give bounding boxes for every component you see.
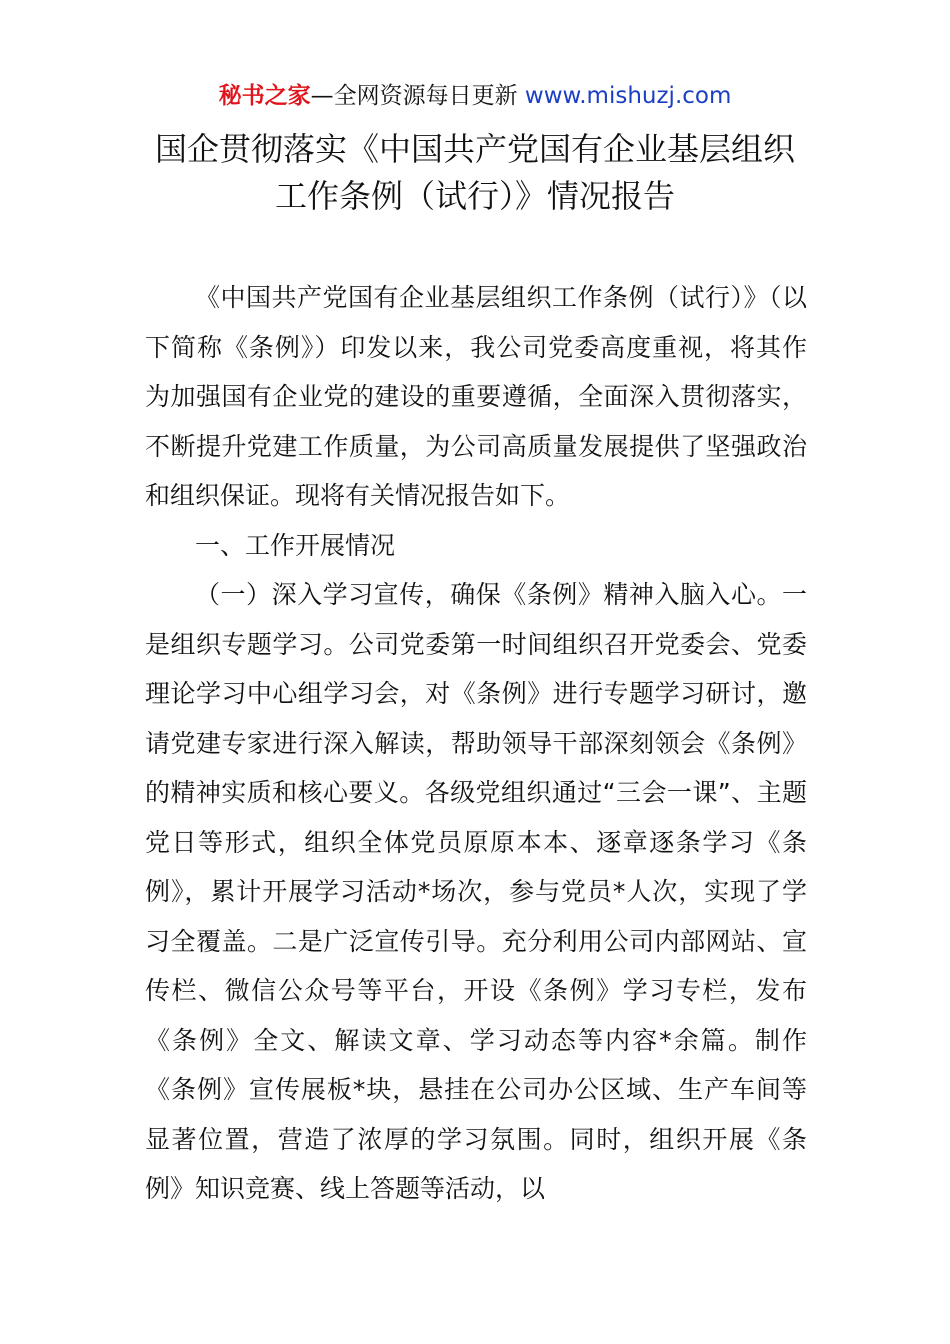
body-paragraph: （一）深入学习宣传，确保《条例》精神入脑入心。一是组织专题学习。公司党委第一时间组织召开党委会、党委理论学习中心组学习会，对《条例》进行专题学习研讨，邀请党建专家进行深入解读，帮助领导干部深刻领会《条例》的精神实质和核心要义。各级党组织通过“三会一课”、主题党日等形式，组织全体党员原原本本、逐章逐条学习《条例》，累计开展学习活动*场次，参与党员*人次，实现了学习全覆盖。二是广泛宣传引导。充分利用公司内部网站、宣传栏、微信公众号等平台，开设《条例》学习专栏，发布《条例》全文、解读文章、学习动态等内容*余篇。制作《条例》宣传展板*块，悬挂在公司办公区域、生产车间等显著位置，营造了浓厚的学习氛围。同时，组织开展《条例》知识竞赛、线上答题等活动，以 (145, 580, 807, 1203)
title-line-2: 工作条例（试行）》情况报告 (274, 177, 675, 215)
intro-paragraph: 《中国共产党国有企业基层组织工作条例（试行）》（以下简称《条例》）印发以来，我公司党委高度重视，将其作为加强国有企业党的建设的重要遵循，全面深入贯彻落实，不断提升党建工作质量，为公司高质量发展提供了坚强政治和组织保证。现将有关情况报告如下。 (145, 283, 807, 510)
site-brand: 秘书之家 (218, 83, 311, 109)
section-heading: 一、工作开展情况 (195, 530, 396, 560)
title-line-1: 国企贯彻落实《中国共产党国有企业基层组织 (154, 130, 795, 168)
site-url-link[interactable]: www.mishuzj.com (524, 83, 732, 109)
site-header (0, 80, 950, 112)
site-tagline: —全网资源每日更新 (310, 83, 525, 109)
document-title (0, 126, 950, 220)
document-body (145, 273, 807, 1214)
